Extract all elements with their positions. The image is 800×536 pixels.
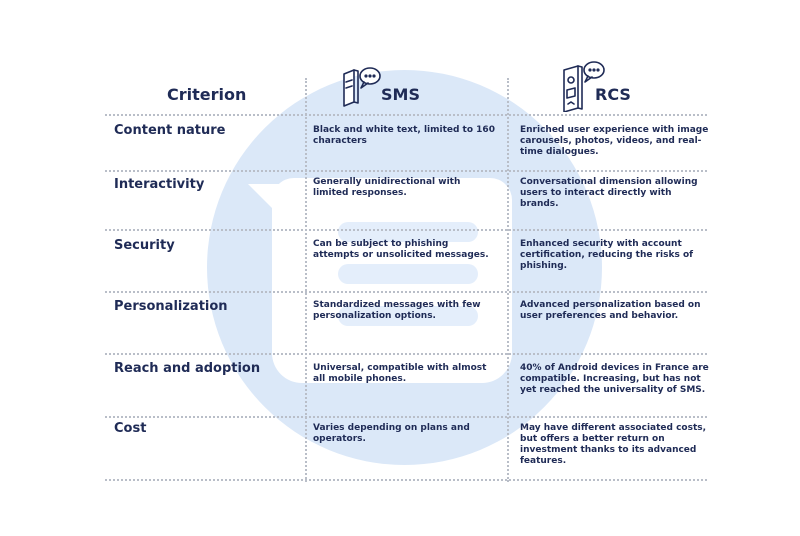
sms-reach-and-adoption: Universal, compatible with almost all mobile phones. bbox=[313, 363, 487, 384]
phone-speech-bubble-icon bbox=[338, 66, 384, 114]
criterion-personalization: Personalization bbox=[114, 299, 228, 314]
criterion-cost: Cost bbox=[114, 421, 147, 436]
column-divider bbox=[507, 78, 509, 482]
background-bubble-line bbox=[338, 264, 478, 284]
row-divider bbox=[105, 229, 707, 231]
rcs-header: RCS bbox=[595, 85, 631, 104]
rcs-reach-and-adoption: 40% of Android devices in France are compatible. Increasing, but has not yet reached the universality of SMS. bbox=[520, 363, 709, 395]
column-divider bbox=[305, 78, 307, 482]
rcs-content-nature: Enriched user experience with image carousels, photos, videos, and real-time dialogues. bbox=[520, 125, 709, 157]
rcs-security: Enhanced security with account certification, reducing the risks of phishing. bbox=[520, 239, 694, 271]
criterion-reach-and-adoption: Reach and adoption bbox=[114, 361, 261, 376]
sms-content-nature: Black and white text, limited to 160 characters bbox=[313, 125, 495, 146]
row-divider bbox=[105, 416, 707, 418]
criterion-security: Security bbox=[114, 238, 175, 253]
row-divider bbox=[105, 353, 707, 355]
row-divider bbox=[105, 114, 707, 116]
criterion-content-nature: Content nature bbox=[114, 123, 226, 138]
sms-cost: Varies depending on plans and operators. bbox=[313, 423, 470, 444]
criterion-interactivity: Interactivity bbox=[114, 177, 205, 192]
criterion-header: Criterion bbox=[167, 85, 247, 104]
sms-security: Can be subject to phishing attempts or unsolicited messages. bbox=[313, 239, 489, 260]
rcs-interactivity: Conversational dimension allowing users to interact directly with brands. bbox=[520, 177, 698, 209]
rcs-personalization: Advanced personalization based on user preferences and behavior. bbox=[520, 300, 701, 321]
row-divider bbox=[105, 479, 707, 481]
row-divider bbox=[105, 170, 707, 172]
sms-header: SMS bbox=[381, 85, 420, 104]
rcs-cost: May have different associated costs, but offers a better return on investment thanks to its advanced features. bbox=[520, 423, 707, 466]
sms-interactivity: Generally unidirectional with limited responses. bbox=[313, 177, 461, 198]
row-divider bbox=[105, 291, 707, 293]
sms-personalization: Standardized messages with few personalization options. bbox=[313, 300, 481, 321]
